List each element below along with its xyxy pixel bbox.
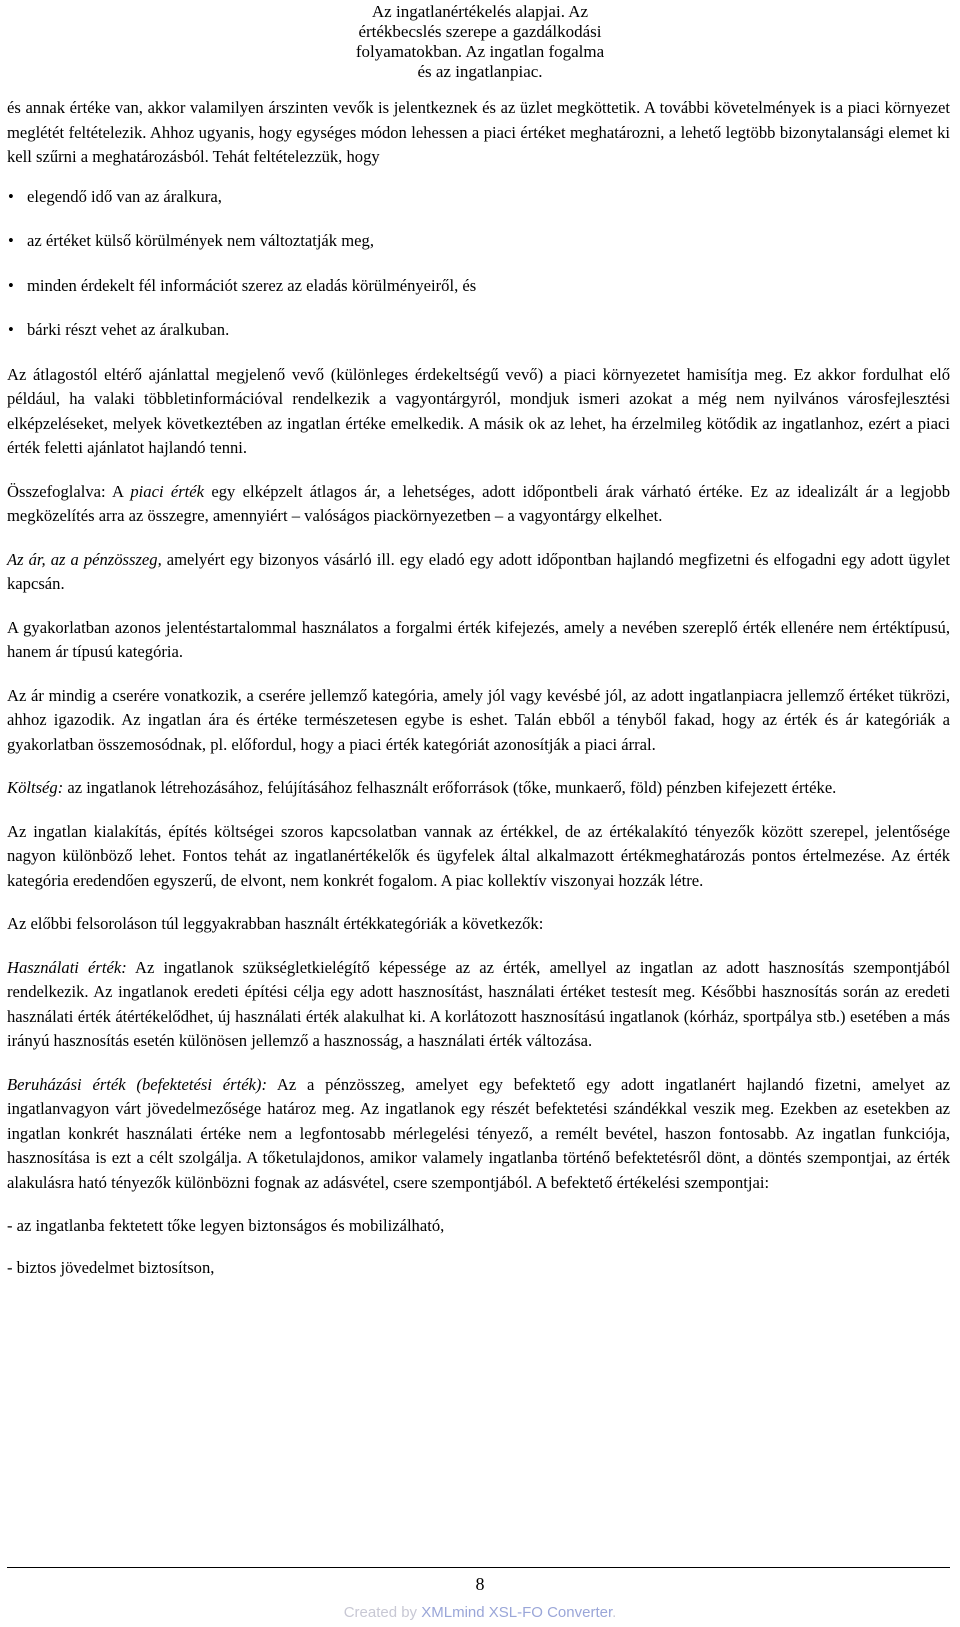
paragraph-market-value xyxy=(7,480,950,529)
text-run: Összefoglalva: A xyxy=(7,481,131,501)
running-header xyxy=(0,2,960,82)
list-item: • az értéket külső körülmények nem változtatják meg, xyxy=(7,229,950,254)
list-item: • minden érdekelt fél információt szerez az eladás körülményeiről, és xyxy=(7,274,950,299)
credit-brand: XMLmind XSL-FO Converter xyxy=(421,1604,613,1621)
assumption-list xyxy=(7,185,950,343)
paragraph-categories-intro: Az előbbi felsoroláson túl leggyakrabban használt értékkategóriák a következők: xyxy=(7,914,544,933)
text-run: az ingatlanok létrehozásához, felújításához felhasznált erőforrások (tőke, munkaerő, föld) pénzben kifejezett értéke. xyxy=(63,778,837,797)
header-line-4: és az ingatlanpiac. xyxy=(417,62,543,81)
paragraph-price xyxy=(7,548,950,597)
header-line-3: folyamatokban. Az ingatlan fogalma xyxy=(355,42,605,61)
credit-suffix: . xyxy=(612,1604,617,1621)
footer-divider xyxy=(7,1567,950,1568)
paragraph-price-exchange: Az ár mindig a cserére vonatkozik, a cserére jellemző kategória, amely jól vagy kevésbé jól, az adott ingatlanpiacra jellemző értéket tükrözi, ahhoz igazodik. Az ingatlan ára és értéke természetesen egybe is eshet. Talán ebből a tényből fakad, hogy az érték és ár kategóriák a gyakorlatban összemosódnak, pl. előfordul, hogy a piaci érték kategóriát azonosítják a piaci árral. xyxy=(7,685,950,754)
paragraph-construction-cost: Az ingatlan kialakítás, építés költségei szoros kapcsolatban vannak az értékkel, de az értékalakító tényezők között szerepel, jelentősége nagyon különböző lehet. Fontos tehát az ingatlanértékelők és ügyfelek által alkalmazott értékmeghatározás pontos értelmezése. Az érték kategória eredendően egyszerű, de elvont, nem konkrét fogalom. A piac kollektív viszonyai hozzák létre. xyxy=(7,821,950,890)
term-investment-value: Beruházási érték (befektetési érték): xyxy=(7,1074,267,1094)
term-price: Az ár, az a pénzösszeg, xyxy=(7,549,162,569)
dash-item: - az ingatlanba fektetett tőke legyen biztonságos és mobilizálható, xyxy=(7,1216,445,1235)
list-item: • elegendő idő van az áralkura, xyxy=(7,185,950,210)
term-market-value: piaci érték xyxy=(130,481,205,501)
text-run: amelyért egy bizonyos vásárló ill. egy eladó egy adott időpontban hajlandó megfizetni és elfogadni egy adott ügylet kapcsán. xyxy=(7,549,950,593)
term-use-value: Használati érték: xyxy=(7,957,127,977)
converter-credit xyxy=(0,1604,960,1621)
paragraph-special-buyer: Az átlagostól eltérő ajánlattal megjelenő vevő (különleges érdekeltségű vevő) a piaci környezetet hamisítja meg. Ez akkor fordulhat elő például, ha valaki többletinformációval rendelkezik a vagyontárgyról, mondjuk ismeri azokat a még nem nyilvános városfejlesztési elképzeléseket, melyek következtében az ingatlan értéke emelkedik. A másik ok az lehet, ha érzelmileg kötődik az ingatlanhoz, ezért a piaci érték feletti ajánlatot hajlandó tenni. xyxy=(7,364,950,457)
list-item: • bárki részt vehet az áralkuban. xyxy=(7,318,950,343)
dash-item: - biztos jövedelmet biztosítson, xyxy=(7,1257,215,1277)
paragraph-investment-value xyxy=(7,1073,950,1196)
credit-prefix: Created by xyxy=(343,1604,422,1621)
paragraph-market-price: A gyakorlatban azonos jelentéstartalommal használatos a forgalmi érték kifejezés, amely a nevében szereplő érték ellenére nem értéktípusú, hanem ár típusú kategória. xyxy=(7,617,950,661)
text-run: egy elképzelt átlagos ár, a lehetséges, adott időpontbeli árak várható értéke. Ez az idealizált ár a legjobb megközelítés arra az összegre, amennyiért – valóságos piackörnyezetben – a vagyontárgy elkelhet. xyxy=(7,481,950,525)
page-body xyxy=(7,96,950,1297)
header-line-1: Az ingatlanértékelés alapjai. Az xyxy=(371,2,589,21)
text-run: Az a pénzösszeg, amelyet egy befektető egy adott ingatlanért hajlandó fizetni, amelyet az ingatlanvagyon várt jövedelmezősége határoz meg. Az ingatlanok egy részét befektetési szándékkal veszik meg. Ezekben az esetekben az ingatlan konkrét használati értéke nem a legfontosabb mérlegelési tényező, a remélt bevétel, haszon fontosabb. Az ingatlan funkciója, hasznosítása is ezt a célt szolgálja. A tőketulajdonos, amikor valamely ingatlanba történő befektetésről dönt, a döntés szempontjai, az érték alakulásra ható tényezők különbözni fognak az adásvétel, csere szempontjából. A befektető értékelési szempontjai: xyxy=(7,1074,950,1192)
text-run: Az ingatlanok szükségletkielégítő képessége az az érték, amellyel az ingatlan az adott hasznosítás szempontjából rendelkezik. Az ingatlanok eredeti építési célja egy adott hasznosítást, használati értéket testesít meg. Későbbi hasznosítás során az eredeti használati érték átértékelődhet, új használati érték alakulhat ki. A korlátozott hasznosítású ingatlanok (kórház, sportpálya stb.) esetében a más irányú hasznosítás esetén különösen jellemző a hasznosság, a használati érték változása. xyxy=(7,957,950,1050)
paragraph-cost xyxy=(7,776,950,801)
paragraph-use-value xyxy=(7,956,950,1054)
header-line-2: értékbecslés szerepe a gazdálkodási xyxy=(358,22,602,41)
page-number: 8 xyxy=(475,1574,485,1594)
paragraph-intro: és annak értéke van, akkor valamilyen árszinten vevők is jelentkeznek és az üzlet megköttetik. A további követelmények is a piaci környezet meglétét feltételezik. Ahhoz ugyanis, hogy egységes módon lehessen a piaci értéket meghatározni, a lehető legtöbb bizonytalansági elemet ki kell szűrni a meghatározásból. Tehát feltételezzük, hogy xyxy=(7,98,950,166)
term-cost: Költség: xyxy=(7,778,64,797)
